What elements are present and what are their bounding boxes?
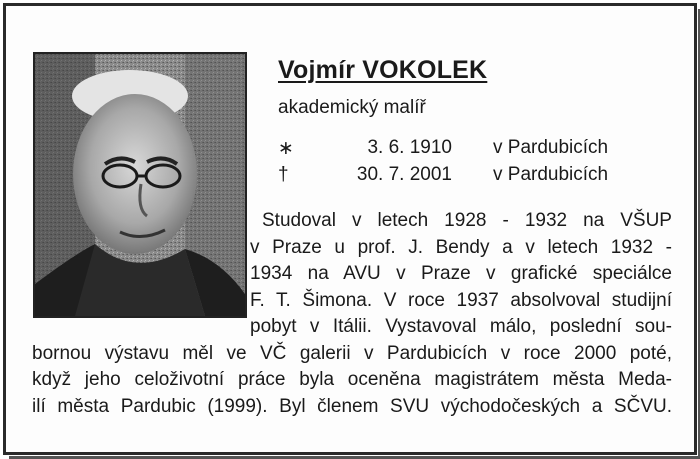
portrait-image [35, 54, 245, 316]
person-name: Vojmír VOKOLEK [278, 56, 488, 84]
bio-line: v Praze u prof. J. Bendy a v letech 1932 - [250, 236, 672, 258]
bio-line: ilí města Pardubic (1999). Byl členem SVU východočeských a SČVU. [32, 395, 672, 417]
bio-line: 1934 na AVU v Praze v grafické speciálce [250, 263, 672, 284]
birth-date: 3. 6. 1910 [367, 137, 452, 158]
death-symbol: † [278, 164, 289, 185]
death-row [278, 164, 658, 188]
death-place: v Pardubicích [493, 164, 609, 185]
person-profession: akademický malíř [278, 97, 426, 118]
birth-place: v Pardubicích [493, 137, 609, 158]
bio-line: F. T. Šimona. V roce 1937 absolvoval studijní [250, 289, 672, 311]
bio-line: bornou výstavu měl ve VČ galerii v Pardubicích v roce 2000 poté, [32, 342, 672, 364]
death-date: 30. 7. 2001 [356, 164, 452, 185]
biography-card [3, 3, 697, 455]
birth-row [278, 137, 658, 161]
bio-line: pobyt v Itálii. Vystavoval málo, poslední sou- [250, 316, 672, 337]
bio-line: Studoval v letech 1928 - 1932 na VŠUP [262, 210, 672, 231]
birth-symbol: ∗ [278, 138, 294, 159]
portrait-photo [33, 52, 247, 318]
bio-line: když jeho celoživotní práce byla oceněna magistrátem města Meda- [32, 369, 672, 390]
